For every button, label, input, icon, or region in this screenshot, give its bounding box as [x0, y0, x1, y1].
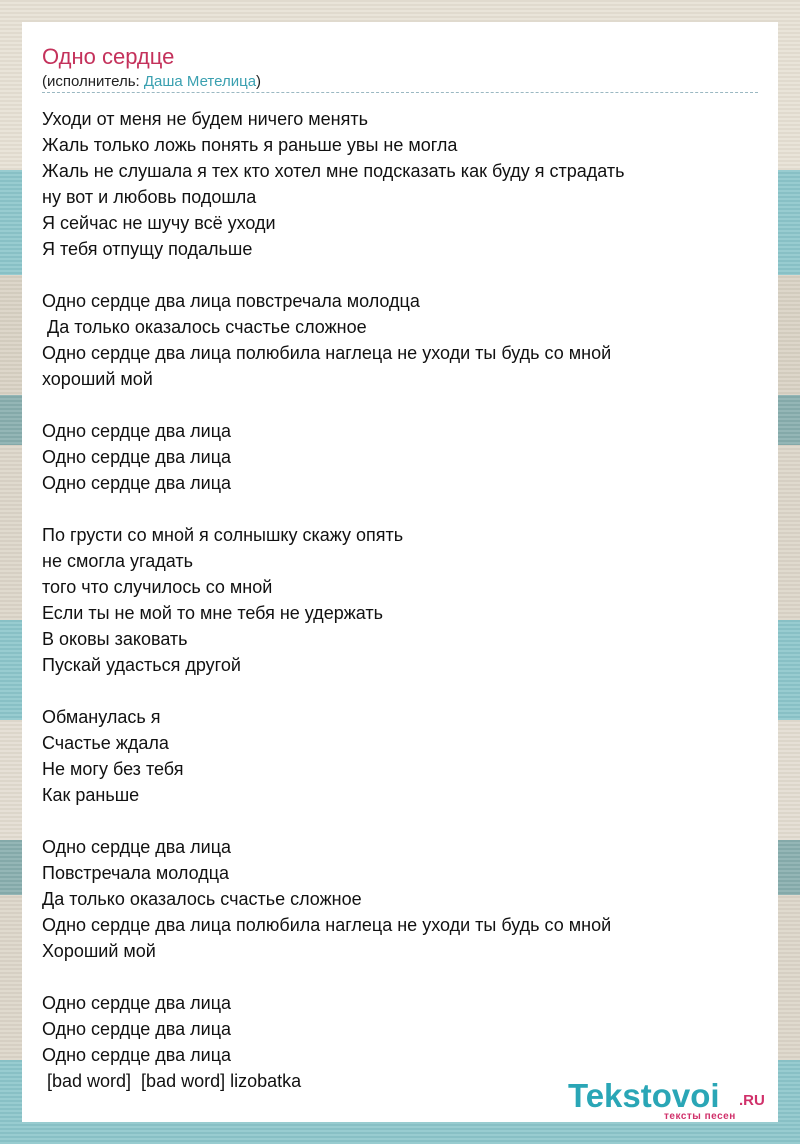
- lyric-line: Повстречала молодца: [42, 863, 230, 883]
- lyric-line: Одно сердце два лица: [42, 1019, 232, 1039]
- artist-suffix: ): [256, 73, 262, 90]
- lyric-line: В оковы заковать: [42, 629, 188, 649]
- logo-tld: .RU: [739, 1092, 765, 1109]
- lyric-line: Обманулась я: [42, 707, 161, 727]
- lyric-line: Одно сердце два лица: [42, 447, 232, 467]
- lyric-line: ну вот и любовь подошла: [42, 187, 257, 207]
- site-logo[interactable]: [568, 1078, 778, 1124]
- lyric-line: [42, 262, 758, 288]
- logo-tagline: тексты песен: [664, 1111, 736, 1122]
- artist-line: [42, 73, 261, 91]
- lyric-line: [bad word] [bad word] lizobatka: [42, 1071, 302, 1091]
- lyric-line: Как раньше: [42, 785, 140, 805]
- lyric-line: Одно сердце два лица полюбила наглеца не уходи ты будь со мной: [42, 343, 612, 363]
- lyric-line: хороший мой: [42, 369, 153, 389]
- lyric-line: не смогла угадать: [42, 551, 193, 571]
- lyric-line: Я тебя отпущу подальше: [42, 239, 253, 259]
- lyric-line: Одно сердце два лица: [42, 421, 232, 441]
- lyric-line: Если ты не мой то мне тебя не удержать: [42, 603, 383, 623]
- lyric-line: [42, 392, 758, 418]
- lyric-line: Одно сердце два лица: [42, 837, 232, 857]
- lyric-line: Одно сердце два лица полюбила наглеца не уходи ты будь со мной: [42, 915, 612, 935]
- lyric-line: Счастье ждала: [42, 733, 169, 753]
- lyric-line: Жаль только ложь понять я раньше увы не могла: [42, 135, 458, 155]
- lyric-line: Жаль не слушала я тех кто хотел мне подсказать как буду я страдать: [42, 161, 625, 181]
- lyric-line: Хороший мой: [42, 941, 156, 961]
- lyrics-body: [42, 106, 758, 1094]
- lyric-line: Одно сердце два лица повстречала молодца: [42, 291, 420, 311]
- artist-link[interactable]: Даша Метелица: [143, 73, 257, 90]
- lyric-line: Уходи от меня не будем ничего менять: [42, 109, 368, 129]
- lyric-line: [42, 808, 758, 834]
- lyric-line: По грусти со мной я солнышку скажу опять: [42, 525, 404, 545]
- lyric-line: Да только оказалось счастье сложное: [42, 889, 362, 909]
- lyrics-sheet: [22, 22, 778, 1122]
- lyric-line: Да только оказалось счастье сложное: [42, 317, 367, 337]
- lyric-line: [42, 678, 758, 704]
- lyric-line: Я сейчас не шучу всё уходи: [42, 213, 276, 233]
- lyric-line: Одно сердце два лица: [42, 473, 232, 493]
- lyric-line: Пускай удасться другой: [42, 655, 241, 675]
- song-title: Одно сердце: [42, 44, 175, 69]
- title-divider: [42, 92, 758, 93]
- lyric-line: того что случилось со мной: [42, 577, 273, 597]
- logo-name: Tekstovoi: [568, 1077, 720, 1114]
- lyric-line: [42, 964, 758, 990]
- lyric-line: Одно сердце два лица: [42, 1045, 232, 1065]
- lyric-line: [42, 496, 758, 522]
- lyric-line: Одно сердце два лица: [42, 993, 232, 1013]
- artist-prefix: (исполнитель:: [42, 73, 144, 90]
- lyric-line: Не могу без тебя: [42, 759, 184, 779]
